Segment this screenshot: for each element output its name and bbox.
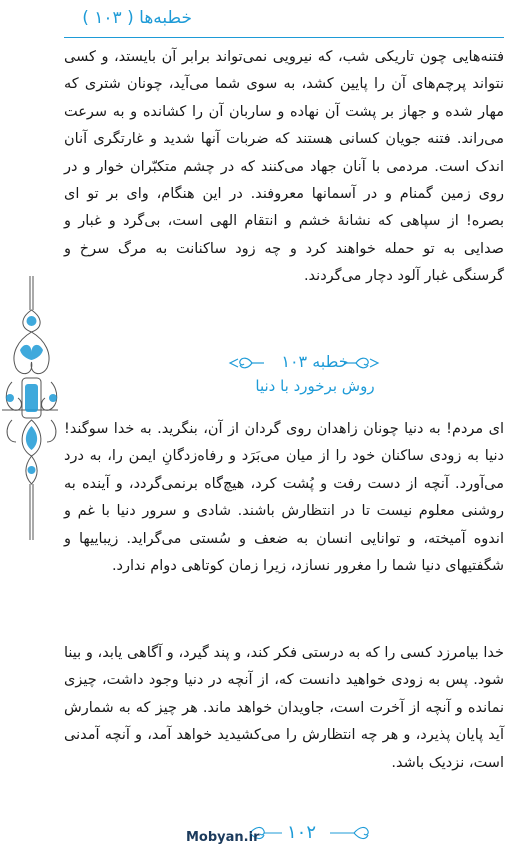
side-ornament-icon <box>0 270 60 570</box>
header-rule <box>64 37 504 38</box>
header-title: خطبه‌ها ( ۱۰۳ ) <box>82 8 192 28</box>
section-subtitle: روش برخورد با دنیا <box>255 377 375 395</box>
footer-site-label: Mobyan.ir <box>186 830 260 845</box>
section-title: خطبه ۱۰۳ <box>281 352 349 371</box>
paragraph-3: خدا بیامرزد کسی را که به درستی فکر کند، و پند گیرد، و آگاهی یابد، و بینا شود. پس به زودی خواهید دانست که، از آنچه در دنیا وجود داشت، چیزی نمانده و آنچه از آخرت است، جاویدان خواهد ماند. هر چیز که به شمارش آید پایان پذیرد، و هر چه انتظارش را می‌کشیدید خواهد آمد، و آنچه آمدنی است، نزدیک باشد. <box>64 645 504 771</box>
paragraph-2: ای مردم! به دنیا چونان زاهدان روی گردان از آن، بنگرید. به خدا سوگند! دنیا به زودی ساکنان خود را از میان می‌بَرَد و رفاه‌زدگانِ ایمن را، به درد می‌آورد. آنچه از دست رفت و پُشت کرد، هیچ‌گاه برنمی‌گردد، و آینده به روشنی معلوم نیست تا در انتظارش باشند. شادی و سرور دنیا با غم و اندوه آمیخته، و توانایی انسان به ضعف و سُستی می‌گراید. زیباییها و شگفتیهای دنیا شما را مغرور نسازد، زیرا زمان کوتاهی دوام ندارد. <box>64 421 504 575</box>
paragraph-1: فتنه‌هایی چون تاریکی شب، که نیرویی نمی‌تواند برابر آن بایستد، و کسی نتواند پرچم‌های آن را پایین کشد، به سوی شما می‌آید، چونان شتری که مهار شده و جهاز بر پشت آن نهاده و ساربان آن را کشانده و به سرعت می‌راند. فتنه جویان کسانی هستند که ضربات آنها شدید و غارتگری آنان اندک است. مردمی با آنان جهاد می‌کنند که در چشم متکبّران خوار و در روی زمین گمنام و در آسمانها معروفند. در این هنگام، وای بر تو ای بصره! از سپاهی که نشانهٔ خشم و انتقام الهی است، بی‌گرد و غبار و صدایی به تو حمله خواهند کرد و چه زود ساکنانت به مرگ سرخ و گرسنگی غبار آلود دچار می‌گردند. <box>64 49 504 285</box>
page-header <box>0 0 520 44</box>
page-number: ۱۰۲ <box>287 822 317 843</box>
